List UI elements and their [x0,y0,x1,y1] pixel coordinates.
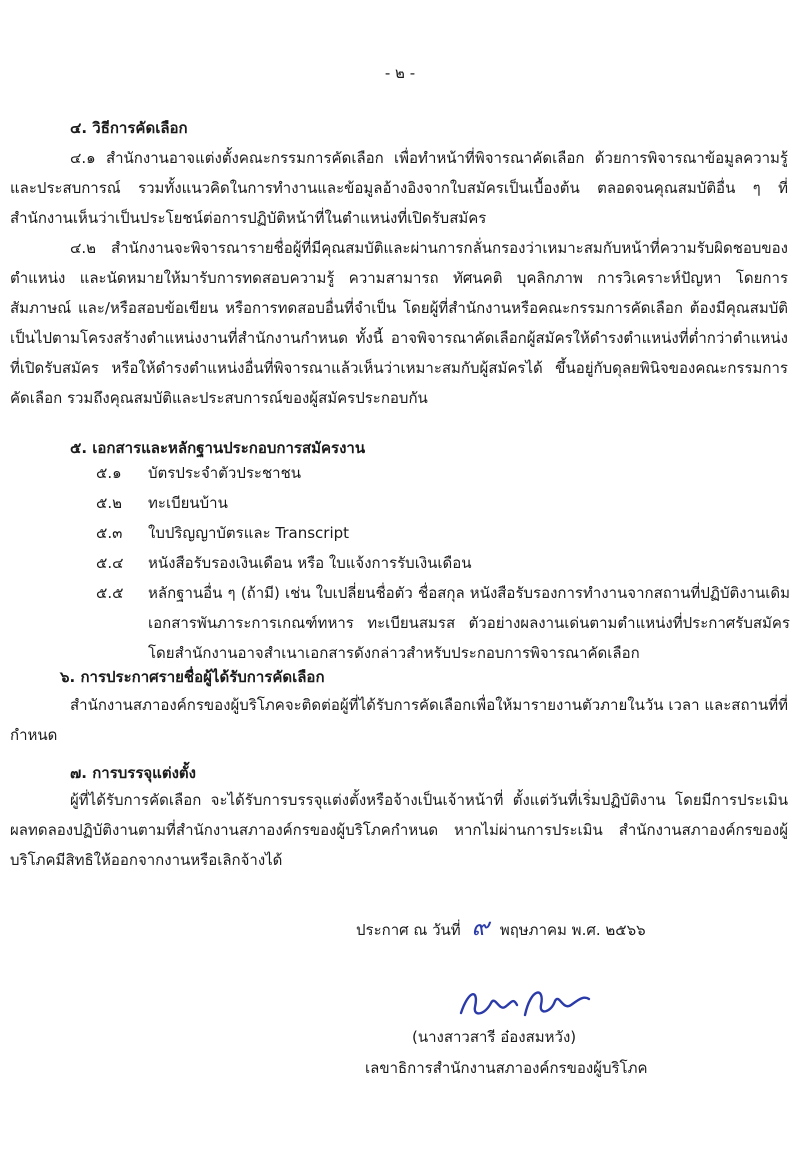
announcement-month-year: พฤษภาคม พ.ศ. ๒๕๖๖ [499,921,646,939]
list-item-text: ทะเบียนบ้าน [148,494,228,512]
signatory-name: (นางสาวสารี อ๋องสมหวัง) [412,1028,577,1046]
announcement-date [356,912,646,945]
list-item-number: ๕.๓ [96,524,123,542]
signatory-title: เลขาธิการสำนักงานสภาองค์กรของผู้บริโภค [365,1059,648,1077]
list-item [96,578,790,668]
section-7-heading: ๗. การบรรจุแต่งตั้ง [70,764,196,782]
list-item-number: ๕.๔ [96,554,124,572]
section-7-paragraph: ผู้ที่ได้รับการคัดเลือก จะได้รับการบรรจุแต่งตั้งหรือจ้างเป็นเจ้าหน้าที่ ตั้งแต่วันที่เริ่มปฏิบัติงาน โดยมีการประเมินผลทดลองปฏิบัติงานตามที่สำนักงานสภาองค์กรของผู้บริโภคกำหนด หากไม่ผ่านการประเมิน สำนักงานสภาองค์กรของผู้บริโภคมีสิทธิให้ออกจากงานหรือเลิกจ้างได้ [10,791,788,869]
list-item [96,458,790,488]
section-6-paragraph: สำนักงานสภาองค์กรของผู้บริโภคจะติดต่อผู้ที่ได้รับการคัดเลือกเพื่อให้มารายงานตัวภายในวัน เวลา และสถานที่ที่กำหนด [10,696,788,744]
list-item-text: หนังสือรับรองเงินเดือน หรือ ใบแจ้งการรับเงินเดือน [148,554,472,572]
list-item-text: ใบปริญญาบัตรและ Transcript [148,524,350,542]
list-item [96,548,790,578]
announcement-prefix: ประกาศ ณ วันที่ [356,921,461,939]
list-item [96,518,790,548]
list-item-number: ๕.๕ [96,584,124,602]
list-item [96,488,790,518]
announcement-day: ๙ [471,913,490,941]
section-4-heading: ๔. วิธีการคัดเลือก [70,119,188,137]
section-4-paragraph-2: ๔.๒ สำนักงานจะพิจารณารายชื่อผู้ที่มีคุณสมบัติและผ่านการกลั่นกรองว่าเหมาะสมกับหน้าที่ความรับผิดชอบของตำแหน่ง และนัดหมายให้มารับการทดสอบความรู้ ความสามารถ ทัศนคติ บุคลิกภาพ การวิเคราะห์ปัญหา โดยการสัมภาษณ์ และ/หรือสอบข้อเขียน หรือการทดสอบอื่นที่จำเป็น โดยผู้ที่สำนักงานหรือคณะกรรมการคัดเลือก ต้องมีคุณสมบัติเป็นไปตามโครงสร้างตำแหน่งงานที่สำนักงานกำหนด ทั้งนี้ อาจพิจารณาคัดเลือกผู้สมัครให้ดำรงตำแหน่งที่ต่ำกว่าตำแหน่งที่เปิดรับสมัคร หรือให้ดำรงตำแหน่งอื่นที่พิจารณาแล้วเห็นว่าเหมาะสมกับผู้สมัครได้ ขึ้นอยู่กับดุลยพินิจของคณะกรรมการคัดเลือก รวมถึงคุณสมบัติและประสบการณ์ของผู้สมัครประกอบกัน [10,239,788,407]
list-item-text: หลักฐานอื่น ๆ (ถ้ามี) เช่น ใบเปลี่ยนชื่อตัว ชื่อสกุล หนังสือรับรองการทำงานจากสถานที่ปฏิบัติงานเดิม เอกสารพันภาระการเกณฑ์ทหาร ทะเบียนสมรส ตัวอย่างผลงานเด่นตามตำแหน่งที่ประกาศรับสมัคร โดยสำนักงานอาจสำเนาเอกสารดังกล่าวสำหรับประกอบการพิจารณาคัดเลือก [148,584,790,662]
list-item-number: ๕.๑ [96,464,122,482]
section-5-heading: ๕. เอกสารและหลักฐานประกอบการสมัครงาน [70,439,366,457]
document-list [96,458,790,668]
list-item-text: บัตรประจำตัวประชาชน [148,464,302,482]
page-number: - ๒ - [384,64,416,82]
list-item-number: ๕.๒ [96,494,123,512]
section-4-paragraph-1: ๔.๑ สำนักงานอาจแต่งตั้งคณะกรรมการคัดเลือก เพื่อทำหน้าที่พิจารณาคัดเลือก ด้วยการพิจารณาข้อมูลความรู้และประสบการณ์ รวมทั้งแนวคิดในการทำงานและข้อมูลอ้างอิงจากใบสมัครเป็นเบื้องต้น ตลอดจนคุณสมบัติอื่น ๆ ที่สำนักงานเห็นว่าเป็นประโยชน์ต่อการปฏิบัติหน้าที่ในตำแหน่งที่เปิดรับสมัคร [10,149,788,227]
signature-image [455,985,595,1025]
section-6-heading: ๖. การประกาศรายชื่อผู้ได้รับการคัดเลือก [60,668,325,686]
